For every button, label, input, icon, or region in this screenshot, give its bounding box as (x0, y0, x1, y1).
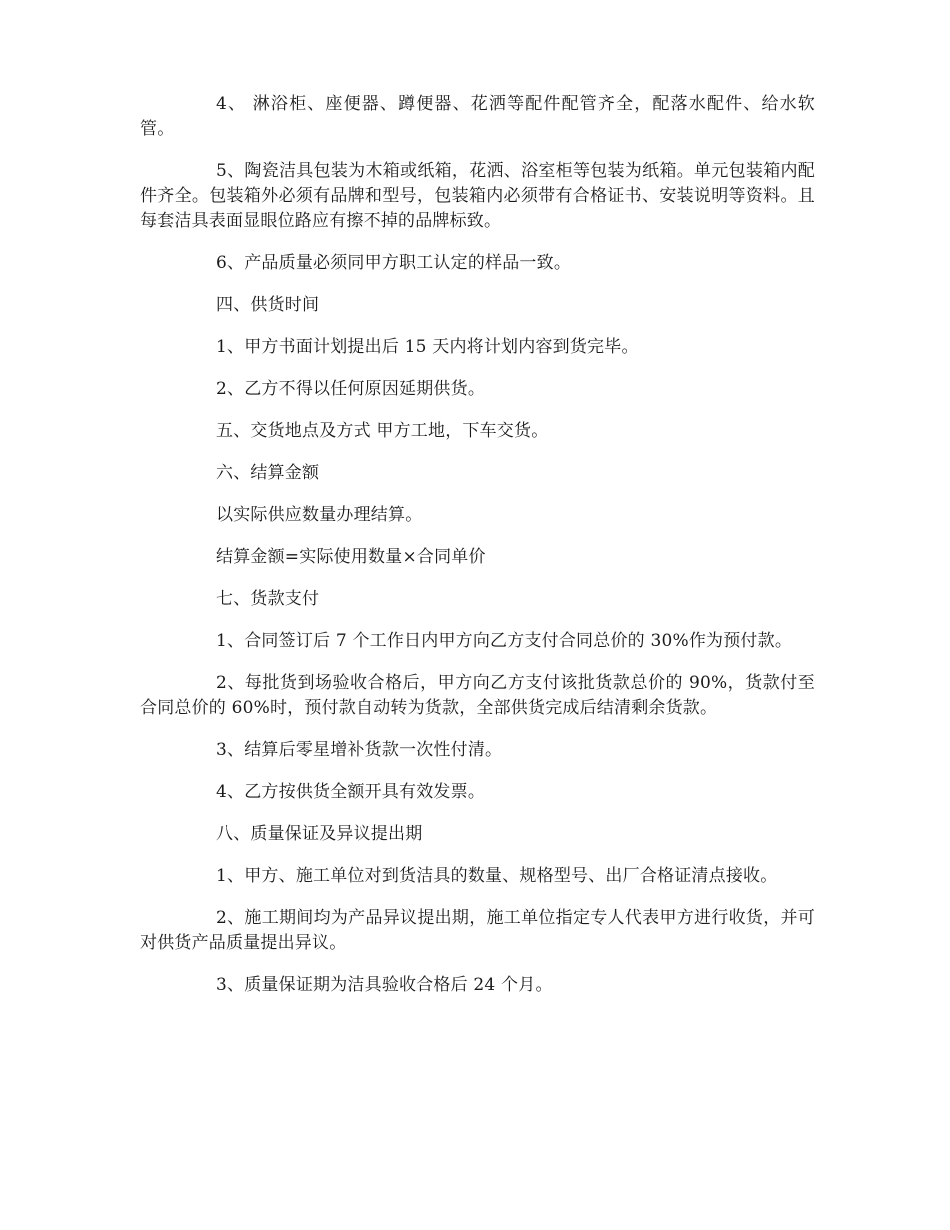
section-heading-delivery-time: 四、供货时间 (216, 295, 320, 315)
paragraph-settlement-basis: 以实际供应数量办理结算。 (216, 505, 423, 525)
section-heading-quality-warranty: 八、质量保证及异议提出期 (216, 824, 423, 844)
paragraph-warranty-2: 2、施工期间均为产品异议提出期，施工单位指定专人代表甲方进行收货，并可对供货产品质量提出异议。 (140, 908, 815, 953)
paragraph-warranty-3: 3、质量保证期为洁具验收合格后 24 个月。 (216, 975, 553, 995)
paragraph-settlement-formula: 结算金额=实际使用数量×合同单价 (216, 547, 486, 567)
paragraph-payment-1: 1、合同签订后 7 个工作日内甲方向乙方支付合同总价的 30%作为预付款。 (216, 631, 793, 651)
paragraph-delivery-1: 1、甲方书面计划提出后 15 天内将计划内容到货完毕。 (216, 337, 639, 357)
section-heading-delivery-place: 五、交货地点及方式 甲方工地，下车交货。 (216, 421, 549, 441)
paragraph-item-5-packaging: 5、陶瓷洁具包装为木箱或纸箱，花洒、浴室柜等包装为纸箱。单元包装箱内配件齐全。包装箱外必须有品牌和型号，包装箱内必须带有合格证书、安装说明等资料。且每套洁具表面显眼位路应有擦不掉的品牌标致。 (140, 161, 815, 231)
section-heading-payment: 七、货款支付 (216, 589, 320, 609)
paragraph-warranty-1: 1、甲方、施工单位对到货洁具的数量、规格型号、出厂合格证清点接收。 (216, 866, 778, 886)
paragraph-payment-2: 2、每批货到场验收合格后，甲方向乙方支付该批货款总价的 90%，货款付至合同总价的 60%时，预付款自动转为货款，全部供货完成后结清剩余货款。 (140, 673, 815, 718)
paragraph-item-6-quality: 6、产品质量必须同甲方职工认定的样品一致。 (216, 253, 572, 273)
paragraph-payment-3: 3、结算后零星增补货款一次性付清。 (216, 740, 503, 760)
paragraph-delivery-2: 2、乙方不得以任何原因延期供货。 (216, 379, 486, 399)
paragraph-item-4-fittings: 4、 淋浴柜、座便器、蹲便器、花洒等配件配管齐全，配落水配件、给水软管。 (140, 94, 815, 139)
paragraph-payment-4: 4、乙方按供货全额开具有效发票。 (216, 782, 486, 802)
document-page (140, 92, 815, 1015)
section-heading-settlement: 六、结算金额 (216, 463, 320, 483)
